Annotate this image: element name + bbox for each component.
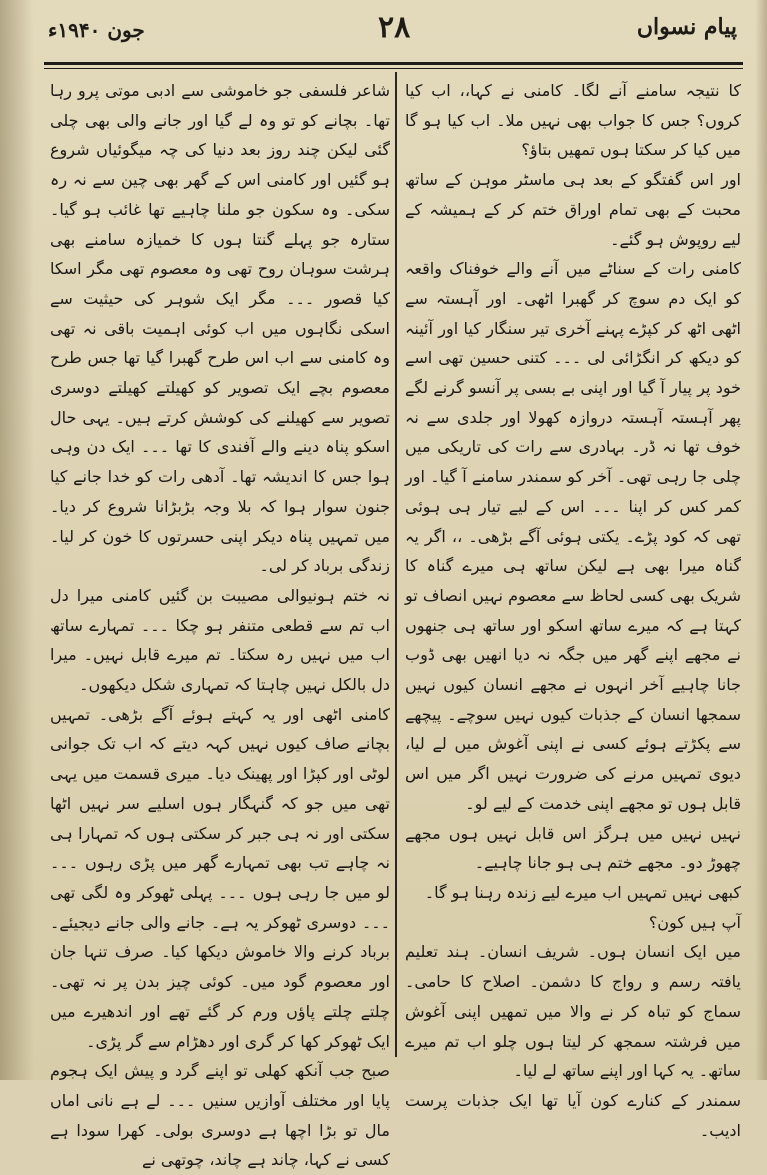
page-number: ۲۸: [378, 10, 411, 45]
paragraph: اور اس گفتگو کے بعد ہی ماسٹر موہن کے ساتھ محبت کے بھی تمام اوراق ختم کر کے ہمیشہ کے لیے روپوش ہو گئے۔: [405, 170, 741, 249]
binding-shadow: [0, 0, 34, 1080]
header-rule-thin: [44, 68, 743, 69]
paragraph: سمندر کے کنارے کون آیا تھا ایک جذبات پرست ادیب۔: [405, 1090, 741, 1140]
page-header: [40, 4, 745, 62]
paragraph: صبح جب آنکھ کھلی تو اپنے گرد و پیش ایک ہجوم پایا اور مختلف آوازیں سنیں ۔۔۔ لے ہے نانی اماں مال تو بڑا اچھا ہے دوسری بولی۔ کھرا سودا ہے کسی نے کہا، چاند ہے چاند، چوتھی نے: [50, 1061, 390, 1170]
paragraph: کبھی نہیں تمہیں اب میرے لیے زندہ رہنا ہو گا۔: [424, 882, 741, 902]
paragraph: آپ ہیں کون؟: [648, 912, 741, 932]
page-edge: [755, 0, 767, 1080]
issue-date: جون ۱۹۴۰ء: [48, 18, 145, 42]
paragraph: نہ ختم ہونیوالی مصیبت بن گئیں کامنی میرا دل اب تم سے قطعی متنفر ہو چکا ۔۔۔ تمہارے ساتھ اب میں نہیں رہ سکتا۔ تم میرے قابل نہیں۔ میرا دل بالکل نہیں چاہتا کہ تمہاری شکل دیکھوں۔: [50, 585, 390, 695]
paragraph: کا نتیجہ سامنے آنے لگا۔ کامنی نے کہا،، اب کیا کروں؟ جس کا جواب بھی نہیں ملا۔ اب کیا ہو گا میں کیا کر سکتا ہوں تمھیں بتاؤ؟: [405, 81, 741, 160]
paragraph: نہیں نہیں میں ہرگز اس قابل نہیں ہوں مجھے چھوڑ دو۔ مجھے ختم ہی ہو جانا چاہیے۔: [405, 823, 741, 873]
right-column: [405, 76, 741, 1140]
paragraph: میں ایک انسان ہوں۔ شریف انسان۔ ہند تعلیم یافتہ رسم و رواج کا دشمن۔ اصلاح کا حامی۔ سماج کو تباہ کر نے والا میں تمھیں اپنی آغوش میں فرشتہ سمجھ کر لیتا ہوں چلو اب تم میرے ساتھ۔ یہ کہا اور اپنے ساتھ لے لیا۔: [405, 942, 741, 1081]
paragraph: کامنی اٹھی اور یہ کہتے ہوئے آگے بڑھی۔ تمہیں بچانے صاف کیوں نہیں کہہ دیتے کہ اب تک جوانی لوٹی اور کپڑا اور پھینک دیا۔ میری قسمت میں یہی تھی میں جو کہ گنہگار ہوں اسلیے سر نہیں اٹھا سکتی اور نہ ہی جبر کر سکتی ہوں کہ تمہارا ہی نہ چاہے تب بھی تمہارے گھر میں پڑی رہوں ۔۔۔ لو میں جا رہی ہوں ۔۔۔ پہلی ٹھوکر وہ لگی تھی ۔۔۔ دوسری ٹھوکر یہ ہے۔ جانے والی جانے دیجیئے۔ برباد کرنے والا خاموش دیکھا کیا۔ صرف تنہا جان اور معصوم گود میں۔ کوئی چیز بدن پر نہ تھی۔ چلتے چلتے پاؤں ورم کر گئے تھے اور اندھیرے میں ایک ٹھوکر کھا کر گری اور دھڑام سے گر پڑی۔: [50, 704, 390, 1051]
paragraph: کامنی رات کے سناٹے میں آنے والے خوفناک واقعہ کو ایک دم سوچ کر گھبرا اٹھی۔ اور آہستہ سے اٹھی اٹھ کر کپڑے پہنے آخری تیر سنگار کیا اور آئینہ کو دیکھ کر انگڑائی لی ۔۔۔ کتنی حسین تھی اسے خود پر پیار آ گیا اور اپنی بے بسی پر آنسو گرنے لگے پھر آہستہ آہستہ دروازہ کھولا اور جلدی سے نہ خوف تھا نہ ڈر۔ بہادری سے رات کی تاریکی میں چلی جا رہی تھی۔ آخر کو سمندر سامنے آ گیا۔ اور کمر کس کر اپنا ۔۔۔ اس کے لیے تیار ہی ہوئی تھی کہ کود پڑے۔ یکتی ہوئی آگے بڑھی۔ ،، اگر یہ گناہ میرا بھی ہے لیکن ساتھ ہی میرے گناہ کا شریک بھی کسی لحاظ سے معصوم نہیں انصاف تو کہتا ہے کہ میرے ساتھ اسکو اور ساتھ ہی جنھوں نے مجھے اپنے گھر میں جگہ نہ دیا انھیں بھی ڈوب جانا چاہیے آخر انہوں نے مجھے انسان کیوں نہیں سمجھا انسان کے جذبات کیوں نہیں سوچے۔ پیچھے سے پکڑتے ہوئے کسی نے اپنی آغوش میں لے لیا، دیوی تمہیں مرنے کی ضرورت نہیں اگر میں اس قابل ہوں تو مجھے اپنی خدمت کے لیے لو۔: [405, 259, 741, 813]
magazine-title: پیام نسواں: [636, 14, 737, 40]
column-divider: [395, 72, 397, 1057]
paragraph: شاعر فلسفی جو خاموشی سے ادبی موتی پرو رہا تھا۔ بچانے کو تو وہ لے گیا اور جانے والی بھی چلی گئی لیکن چند روز بعد دنیا کی چہ میگوئیاں شروع ہو گئیں اور کامنی اس کے گھر بھی چین سے نہ رہ سکی۔ وہ سکون جو ملنا چاہیے تھا غائب ہو گیا۔ ستارہ جو پہلے گنتا ہوں کا خمیازہ سامنے بھی ہرشت سوہان روح تھی وہ معصوم تھی مگر اسکا کیا قصور ۔۔۔ مگر ایک شوہر کی حیثیت سے اسکی نگاہوں میں اب کوئی اہمیت باقی نہ تھی وہ کامنی سے اب اس طرح گھبرا گیا تھا جس طرح معصوم بچے ایک تصویر کو کھیلتے کھیلتے دوسری تصویر سے کھیلنے کی کوشش کرتے ہیں۔ یہی حال اسکو پناہ دینے والے آفندی کا تھا ۔۔۔ ایک دن وہی ہوا جس کا اندیشہ تھا۔ آدھی رات کو خدا جانے کیا جنون سوار ہوا کہ بلا وجہ بڑبڑانا شروع کر دیا۔ میں تمہیں پناہ دیکر اپنی حسرتوں کا خون کر لیا۔ زندگی برباد کر لی۔: [50, 81, 390, 576]
left-column: [50, 76, 390, 1170]
header-rule: [44, 62, 743, 65]
